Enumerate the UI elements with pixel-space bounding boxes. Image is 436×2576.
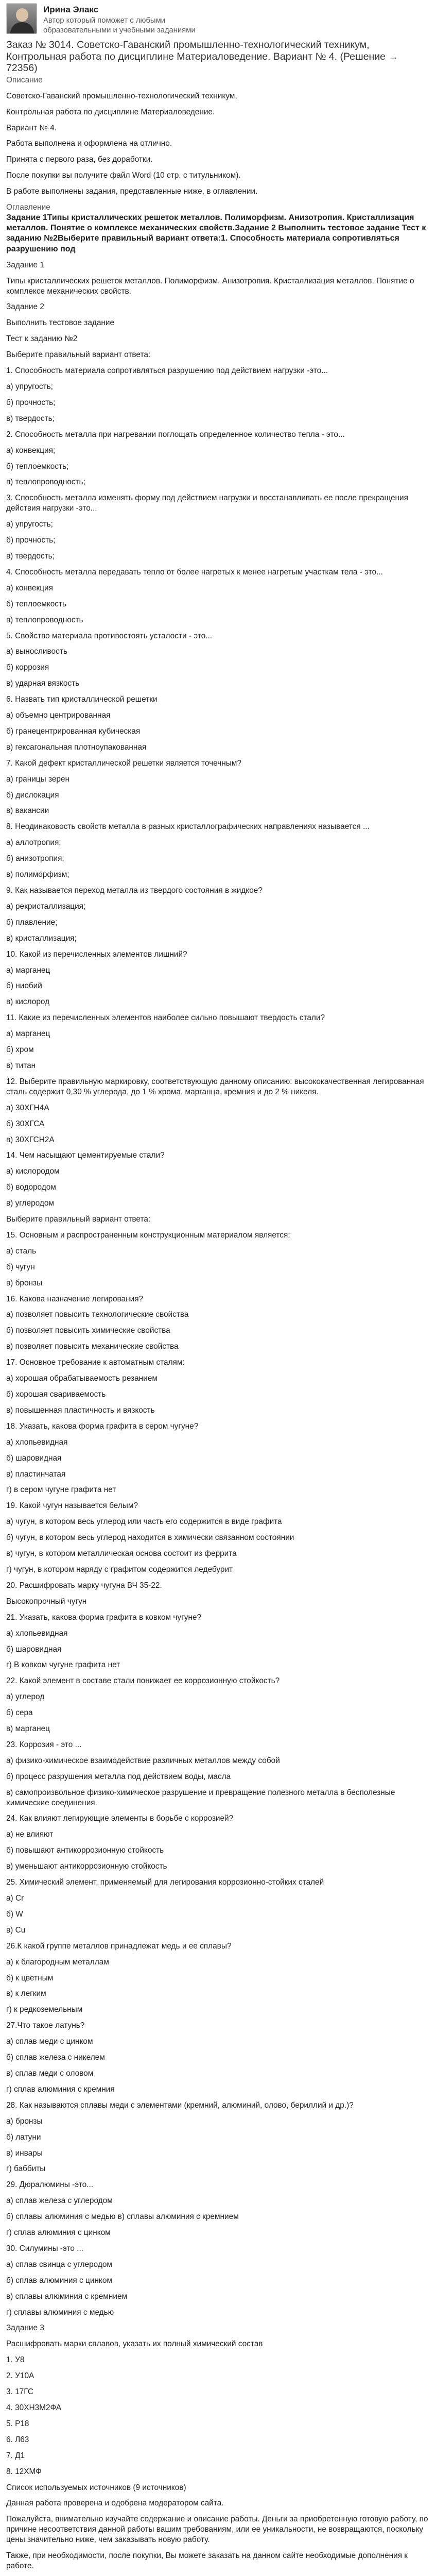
content-line: в) гексагональная плотноупакованная (6, 742, 147, 752)
content-line: в) полиморфизм; (6, 870, 69, 879)
content-line: а) бронзы (6, 2116, 43, 2126)
content-line: в) ударная вязкость (6, 679, 80, 688)
content-line: в) теплопроводность (6, 615, 83, 624)
content-line: 25. Химический элемент, применяемый для легирования коррозионно-стойких сталей (6, 1878, 324, 1887)
content-line: г) в сером чугуне графита нет (6, 1485, 116, 1495)
avatar-body-shape (10, 22, 34, 34)
avatar-head-shape (16, 8, 28, 22)
description-line: Работа выполнена и оформлена на отлично. (6, 139, 172, 148)
content-line: Задание 2 (6, 302, 44, 312)
content-line: а) сплав железа с углеродом (6, 2196, 113, 2206)
content-line: Задание 1 (6, 260, 44, 269)
content-line: в) к легким (6, 1989, 46, 1998)
content-line: а) позволяет повысить технологические свойства (6, 1310, 189, 1319)
content-line: а) объемно центрированная (6, 711, 111, 720)
content-line: а) чугун, в котором весь углерод или часть его содержится в виде графита (6, 1517, 282, 1527)
content-line: 10. Какой из перечисленных элементов лишний? (6, 950, 187, 959)
description-line: Советско-Гаванский промышленно-технологический техникум, (6, 91, 237, 100)
content-line: в) уменьшают антикоррозионную стойкость (6, 1862, 167, 1871)
content-line: 16. Какова назначение легирования? (6, 1294, 144, 1303)
description-label: Описание (6, 75, 43, 84)
content-line: в) углеродом (6, 1199, 54, 1208)
content-line: б) дислокация (6, 790, 59, 800)
content-line: Расшифровать марки сплавов, указать их полный химический состав (6, 2340, 263, 2349)
content-line: б) позволяет повысить химические свойства (6, 1326, 170, 1335)
content-line: б) сера (6, 1708, 33, 1718)
content-line: б) плавление; (6, 918, 58, 927)
content-line: в) Cu (6, 1925, 26, 1935)
content-line: б) к цветным (6, 1973, 54, 1982)
content-line: а) хлопьевидная (6, 1629, 68, 1638)
content-line: 24. Как влияют легирующие элементы в борьбе с коррозией? (6, 1814, 234, 1823)
content-line: 30. Силумины -это ... (6, 2244, 84, 2253)
content-line: б) сплав железа с никелем (6, 2053, 105, 2062)
content-line: в) твердость; (6, 551, 55, 561)
content-line: Задание 3 (6, 2324, 44, 2333)
content-line: б) гранецентрированная кубическая (6, 726, 141, 736)
order-title: Заказ № 3014. Советско-Гаванский промышленно-технологический техникум, Контрольная работа по дисциплине Материаловедение. Вариант № 4. (Решение → 72356) (6, 39, 398, 74)
content-line: 21. Указать, какова форма графита в ковком чугуне? (6, 1613, 202, 1622)
content-line: 26.К какой группе металлов принадлежат медь и ее сплавы? (6, 1941, 232, 1951)
content-line: а) упругость; (6, 382, 53, 391)
content-line: б) прочность; (6, 398, 56, 407)
content-line: б) повышают антикоррозионную стойкость (6, 1846, 164, 1855)
content-line: а) 30ХГН4А (6, 1103, 49, 1112)
content-line: б) W (6, 1909, 23, 1919)
content-line: в) сплавы алюминия с кремнием (6, 2292, 128, 2301)
content-line: а) марганец (6, 1029, 50, 1039)
content-line: Также, при необходимости, после покупки, Вы можете заказать на данном сайте необходимые дополнения к работе. (6, 2551, 408, 2570)
content-line: г) сплав алюминия с кремния (6, 2084, 115, 2094)
content-line: 1. У8 (6, 2355, 25, 2365)
toc-label: Оглавление (6, 203, 50, 212)
content-line: а) конвекция; (6, 446, 56, 455)
content-line: б) шаровидная (6, 1645, 62, 1654)
content-line: в) 30ХГСН2А (6, 1135, 55, 1144)
content-line: а) хорошая обрабатываемость резанием (6, 1374, 158, 1383)
content-line: б) чугун (6, 1262, 35, 1272)
content-line: в) теплопроводность; (6, 478, 85, 487)
content-line: а) аллотропия; (6, 838, 61, 848)
author-card (6, 3, 430, 36)
content-line: г) В ковком чугуне графита нет (6, 1660, 120, 1670)
content-line: г) к редкоземельным (6, 2005, 83, 2014)
content-line: в) позволяет повысить механические свойства (6, 1342, 179, 1351)
toc-bold-text: Задание 1Типы кристаллических решеток металлов. Полиморфизм. Анизотропия. Кристаллизация металлов. Понятие о комплексе механических свойств.Задание 2 Выполнить тестовое задание Тест к заданию №2Выберите правильный вариант ответа:1. Способность материала сопротивляться разрушению под (6, 213, 426, 253)
content-line: Типы кристаллических решеток металлов. Полиморфизм. Анизотропия. Кристаллизация металлов. Понятие о комплексе механических свойств. (6, 276, 414, 296)
content-line: в) титан (6, 1061, 36, 1070)
content-line: а) кислородом (6, 1167, 60, 1176)
content-line: 12. Выберите правильную маркировку, соответствующую данному описанию: высококачественная легированная сталь содержит 0,30 % углерода, до 1 % хрома, марганца, кремния и до 2 % никеля. (6, 1077, 424, 1096)
content-line: 11. Какие из перечисленных элементов наиболее сильно повышают твердость стали? (6, 1013, 325, 1023)
description-line: В работе выполнены задания, представленные ниже, в оглавлении. (6, 187, 258, 196)
content-line: б) хром (6, 1045, 34, 1055)
content-line: б) теплоемкость (6, 599, 67, 608)
description-line: Вариант № 4. (6, 123, 57, 132)
content-line: 29. Дюралюмины -это... (6, 2180, 94, 2190)
content-line: в) кристаллизация; (6, 934, 77, 943)
content-line: 23. Коррозия - это ... (6, 1740, 82, 1749)
content-line: а) сплав свинца с углеродом (6, 2260, 112, 2269)
content-line: 4. 30ХН3М2ФА (6, 2403, 62, 2412)
content-line: 2. Способность металла при нагревании поглощать определенное количество тепла - это... (6, 430, 345, 439)
description-line: Контрольная работа по дисциплине Материаловедение. (6, 107, 215, 116)
content-line: 4. Способность металла передавать тепло от более нагретых к менее нагретым участкам тела - это... (6, 567, 383, 577)
content-line: Высокопрочный чугун (6, 1597, 87, 1606)
content-line: в) кислород (6, 997, 50, 1007)
content-line: а) не влияют (6, 1830, 54, 1839)
content-line: 7. Д1 (6, 2451, 25, 2460)
content-line: 20. Расшифровать марку чугуна ВЧ 35-22. (6, 1581, 162, 1590)
content-line: 8. Неодинаковость свойств металла в разных кристаллографических направлениях называется ... (6, 822, 370, 832)
content-line: г) сплав алюминия с цинком (6, 2228, 111, 2238)
content-line: б) чугун, в котором весь углерод находится в химически связанном состоянии (6, 1533, 294, 1543)
author-name[interactable]: Ирина Элакс (43, 5, 99, 14)
content-line: а) хлопьевидная (6, 1437, 68, 1447)
description-line: Принята с первого раза, без доработки. (6, 155, 153, 164)
content-line: Выберите правильный вариант ответа: (6, 1215, 151, 1224)
content-line: 7. Какой дефект кристаллической решетки является точечным? (6, 758, 241, 768)
content-line: а) конвекция (6, 583, 53, 592)
content-line: 19. Какой чугун называется белым? (6, 1501, 138, 1511)
content-line: 5. Свойство материала противостоять усталости - это... (6, 631, 213, 640)
content-line: 28. Как называются сплавы меди с элементами (кремний, алюминий, олово, бериллий и др.)? (6, 2100, 354, 2110)
content-line: Пожалуйста, внимательно изучайте содержание и описание работы. Деньги за приобретенную готовую работу, по причине несоответствия данной работы вашим требованиям, или ее уникальности, не возвращаются, поскольку цены значительно ниже, чем заказывать новую работу. (6, 2515, 428, 2545)
content-line: в) сплав меди с оловом (6, 2069, 94, 2078)
content-line: Тест к заданию №2 (6, 334, 78, 344)
author-avatar[interactable] (6, 3, 37, 34)
content-line: а) выносливость (6, 647, 67, 656)
content-line: б) прочность; (6, 536, 56, 545)
content-line: а) границы зерен (6, 774, 70, 784)
content-line: 22. Какой элемент в составе стали понижает ее коррозионную стойкость? (6, 1676, 280, 1686)
content-line: б) процесс разрушения металла под действием воды, масла (6, 1772, 231, 1781)
content-block (6, 260, 430, 2571)
content-line: в) вакансии (6, 806, 49, 816)
content-line: в) повышенная пластичность и вязкость (6, 1405, 155, 1415)
content-line: в) марганец (6, 1724, 50, 1734)
author-info (37, 3, 198, 36)
content-line: а) углерод (6, 1692, 45, 1702)
content-line: Список используемых источников (9 источников) (6, 2483, 186, 2492)
content-line: б) теплоемкость; (6, 462, 69, 471)
content-line: а) упругость; (6, 520, 53, 529)
content-line: 15. Основным и распространенным конструкционным материалом является: (6, 1230, 290, 1240)
content-line: Выберите правильный вариант ответа: (6, 350, 151, 360)
content-line: Выполнить тестовое задание (6, 318, 115, 328)
content-line: 1. Способность материала сопротивляться разрушению под действием нагрузки -это... (6, 366, 328, 376)
content-line: б) сплавы алюминия с медью в) сплавы алюминия с кремнием (6, 2212, 239, 2222)
content-line: б) ниобий (6, 981, 42, 991)
content-line: 27.Что такое латунь? (6, 2021, 85, 2030)
content-line: б) 30ХГСА (6, 1119, 45, 1128)
content-line: 5. Р18 (6, 2419, 29, 2428)
content-line: г) чугун, в котором наряду с графитом содержится ледебурит (6, 1565, 233, 1574)
description-line: После покупки вы получите файл Word (10 стр. с титульником). (6, 171, 241, 180)
content-line: в) бронзы (6, 1278, 43, 1287)
content-line: 8. 12ХМФ (6, 2467, 42, 2476)
content-line: а) рекристаллизация; (6, 902, 86, 911)
content-line: 2. У10А (6, 2371, 34, 2381)
content-line: б) шаровидная (6, 1453, 62, 1463)
description-block (6, 91, 430, 197)
content-line: б) водородом (6, 1183, 56, 1192)
content-line: 3. Способность металла изменять форму под действием нагрузки и восстанавливать ее после прекращения действия нагрузки -это... (6, 494, 408, 513)
content-line: а) Cr (6, 1894, 24, 1903)
content-line: в) чугун, в котором металлическая основа состоит из феррита (6, 1549, 237, 1558)
content-line: в) пластинчатая (6, 1469, 66, 1479)
content-line: 17. Основное требование к автоматным сталям: (6, 1358, 185, 1367)
content-line: а) марганец (6, 965, 50, 975)
content-line: 9. Как называется переход металла из твердого состояния в жидкое? (6, 886, 263, 895)
content-line: в) твердость; (6, 414, 55, 423)
content-line: 6. Назвать тип кристаллической решетки (6, 695, 158, 704)
content-line: б) латуни (6, 2132, 41, 2142)
content-line: а) к благородным металлам (6, 1957, 109, 1967)
content-line: 6. Л63 (6, 2435, 29, 2444)
content-line: 3. 17ГС (6, 2387, 33, 2397)
content-line: 18. Указать, какова форма графита в сером чугуне? (6, 1421, 199, 1431)
content-line: в) самопроизвольное физико-химическое разрушение и превращение полезного металла в бесполезные химические соединения. (6, 1788, 395, 1807)
content-line: 14. Чем насыщают цементируемые стали? (6, 1151, 165, 1160)
content-line: а) сплав меди с цинком (6, 2037, 93, 2046)
content-line: б) коррозия (6, 663, 49, 672)
content-line: Данная работа проверена и одобрена модератором сайта. (6, 2499, 224, 2508)
content-line: б) хорошая свариваемость (6, 1390, 106, 1399)
content-line: в) инвары (6, 2148, 43, 2158)
author-description: Автор который поможет с любыми образовательными и учебными заданиями (43, 16, 196, 35)
content-line: а) сталь (6, 1246, 37, 1256)
content-line: б) сплав алюминия с цинком (6, 2276, 112, 2285)
content-line: б) анизотропия; (6, 854, 64, 863)
content-line: а) физико-химическое взаимодействие различных металлов между собой (6, 1756, 280, 1765)
content-line: г) сплавы алюминия с медью (6, 2308, 114, 2317)
content-line: г) баббиты (6, 2164, 46, 2174)
